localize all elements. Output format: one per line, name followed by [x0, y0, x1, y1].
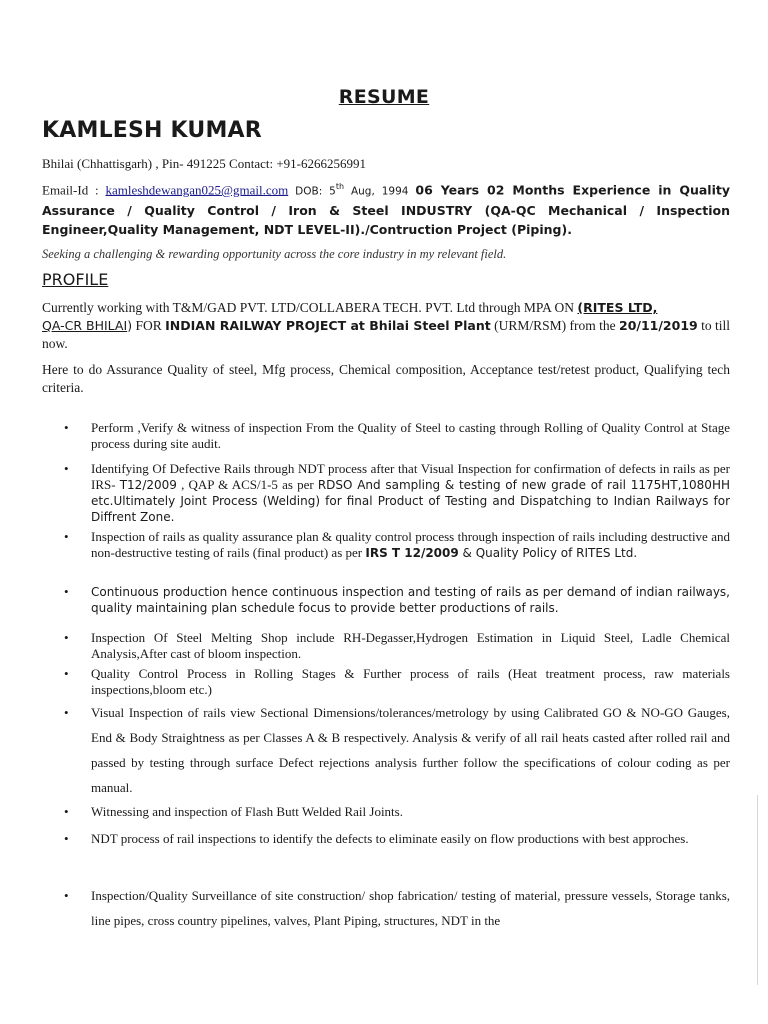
page-edge-divider [757, 795, 758, 985]
experience-summary: 06 Years 02 Months Experience in Quality Assurance / Quality Control / Iron & Steel INDUSTRY (QA-QC Mechanical / Inspection Engineer,Quality Management, NDT LEVEL-II)./Contruction Project (Piping). [42, 182, 730, 238]
profile-text: ) [127, 318, 133, 333]
list-item-text-part: RDSO And sampling & testing of new grade of rail 1175HT,1080HH etc.Ultimately Joint Process (Welding) for final Product of Testing and Dispatching to Indian Railways for Diffrent Zone. [91, 478, 730, 524]
email-label: Email-Id : [42, 182, 106, 198]
candidate-name: KAMLESH KUMAR [42, 118, 262, 143]
list-item-text: Witnessing and inspection of Flash Butt Welded Rail Joints. [91, 804, 403, 819]
dob-rest: Aug, 1994 [344, 185, 416, 198]
email-experience-block [42, 177, 730, 239]
list-item-text-part: Inspection of rails as quality assurance plan & quality control process through inspection of rails including destructive and non-destructive testing of rails (final product) as per [91, 529, 730, 560]
list-item-text: Visual Inspection of rails view Sectional Dimensions/tolerances/metrology by using Calibrated GO & NO-GO Gauges, End & Body Straightness as per Classes A & B respectively. Analysis & verify of all rail heats casted after rolled rail and passed by testing through surface Defect rejections analysis further follow the specifications of colour coding as per manual. [91, 705, 730, 795]
bullet-dot: • [64, 804, 69, 819]
list-item-text-part: IRS T 12/2009 [365, 546, 459, 560]
project-text: INDIAN RAILWAY PROJECT at Bhilai Steel Plant [165, 318, 491, 333]
profile-paragraph-current-role [42, 299, 730, 353]
profile-heading: PROFILE [42, 270, 109, 289]
bullet-dot: • [64, 888, 69, 903]
start-date: 20/11/2019 [619, 318, 698, 333]
career-objective: Seeking a challenging & rewarding opportunity across the core industry in my relevant field. [42, 247, 507, 261]
list-item-text: Inspection Of Steel Melting Shop include RH-Degasser,Hydrogen Estimation in Liquid Steel, Ladle Chemical Analysis,After cast of bloom inspection. [91, 630, 730, 661]
bullet-dot: • [64, 420, 69, 435]
list-item-text-part: Identifying Of Defective Rails through NDT process after that Visual Inspection for confirmation of defects in rails as per IRS- [91, 461, 730, 492]
list-item-text: Quality Control Process in Rolling Stages & Further process of rails (Heat treatment process, raw materials inspections,bloom etc.) [91, 666, 730, 697]
bullet-dot: • [64, 666, 69, 681]
bullet-dot: • [64, 705, 69, 720]
list-item-text-part: & Quality Policy of RITES Ltd. [458, 546, 638, 560]
list-item-text [91, 461, 730, 525]
list-item-text: NDT process of rail inspections to identify the defects to eliminate easily on flow productions with best approches. [91, 831, 689, 846]
list-item-text: Continuous production hence continuous inspection and testing of rails as per demand of indian railways, quality maintaining plan schedule focus to provide better productions of rails. [91, 585, 730, 615]
rites-text: (RITES LTD, [577, 300, 658, 315]
dob-label: DOB: 5 [288, 185, 336, 198]
list-item-text [91, 529, 730, 561]
list-item-text: Perform ,Verify & witness of inspection From the Quality of Steel to casting through Rolling of Quality Control at Stage process during site audit. [91, 420, 730, 451]
bullet-dot: • [64, 584, 69, 599]
bullet-dot: • [64, 529, 69, 544]
dob-sup: th [335, 182, 345, 191]
profile-text: Currently working with T&M/GAD PVT. LTD/COLLABERA TECH. PVT. Ltd through MPA ON [42, 300, 578, 315]
contact-line: Bhilai (Chhattisgarh) , Pin- 491225 Contact: +91-6266256991 [42, 156, 366, 171]
profile-text: FOR [132, 318, 166, 333]
list-item-text: Inspection/Quality Surveillance of site construction/ shop fabrication/ testing of material, pressure vessels, Storage tanks, line pipes, cross country pipelines, valves, Plant Piping, structures, NDT in the [91, 888, 730, 928]
bullet-dot: • [64, 461, 69, 476]
profile-text: (URM/RSM) from the [490, 318, 620, 333]
qa-cr-text: QA-CR BHILAI [42, 318, 128, 333]
bullet-dot: • [64, 831, 69, 846]
document-title: RESUME [338, 86, 430, 108]
email-link[interactable]: kamleshdewangan025@gmail.com [105, 182, 289, 198]
profile-paragraph-duties: Here to do Assurance Quality of steel, Mfg process, Chemical composition, Acceptance test/retest product, Qualifying tech criteria. [42, 362, 730, 395]
list-item-text-part: T12/2009 [119, 478, 177, 492]
bullet-dot: • [64, 630, 69, 645]
list-item-text-part: , QAP & ACS/1-5 as per [176, 477, 318, 492]
profile-text: to till now. [42, 318, 731, 351]
